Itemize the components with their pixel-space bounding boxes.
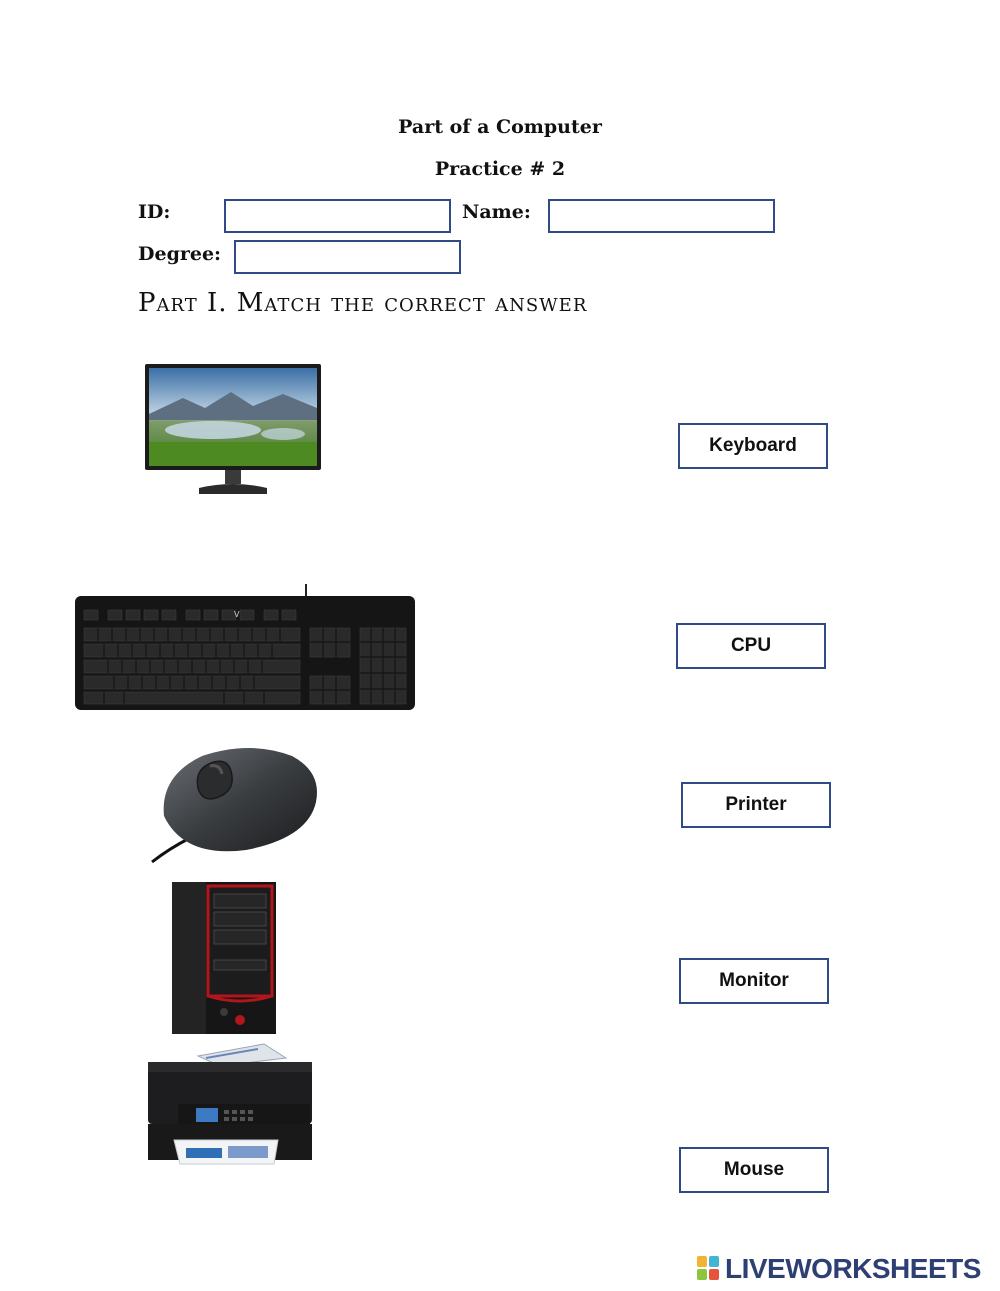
monitor-image [143, 362, 323, 498]
name-label: Name: [462, 201, 531, 223]
cpu-tower-image [168, 880, 280, 1036]
worksheet-subtitle: Practice # 2 [434, 158, 566, 180]
degree-field[interactable] [234, 240, 461, 274]
answer-cpu[interactable]: CPU [676, 623, 826, 669]
liveworksheets-logo-icon [697, 1256, 721, 1282]
id-field[interactable] [224, 199, 451, 233]
brand-name: LIVEWORKSHEETS [725, 1253, 981, 1284]
degree-label: Degree: [138, 243, 222, 265]
name-field[interactable] [548, 199, 775, 233]
svg-text:V: V [234, 610, 240, 619]
answer-keyboard[interactable]: Keyboard [678, 423, 828, 469]
answer-mouse[interactable]: Mouse [679, 1147, 829, 1193]
answer-monitor[interactable]: Monitor [679, 958, 829, 1004]
worksheet-title: Part of a Computer [398, 116, 602, 138]
section-heading: Part I. Match the correct answer [138, 288, 588, 318]
liveworksheets-logo [697, 1252, 981, 1286]
keyboard-image [74, 584, 416, 712]
printer-image [146, 1040, 314, 1170]
answer-printer[interactable]: Printer [681, 782, 831, 828]
mouse-image [150, 746, 322, 866]
id-label: ID: [138, 201, 171, 223]
